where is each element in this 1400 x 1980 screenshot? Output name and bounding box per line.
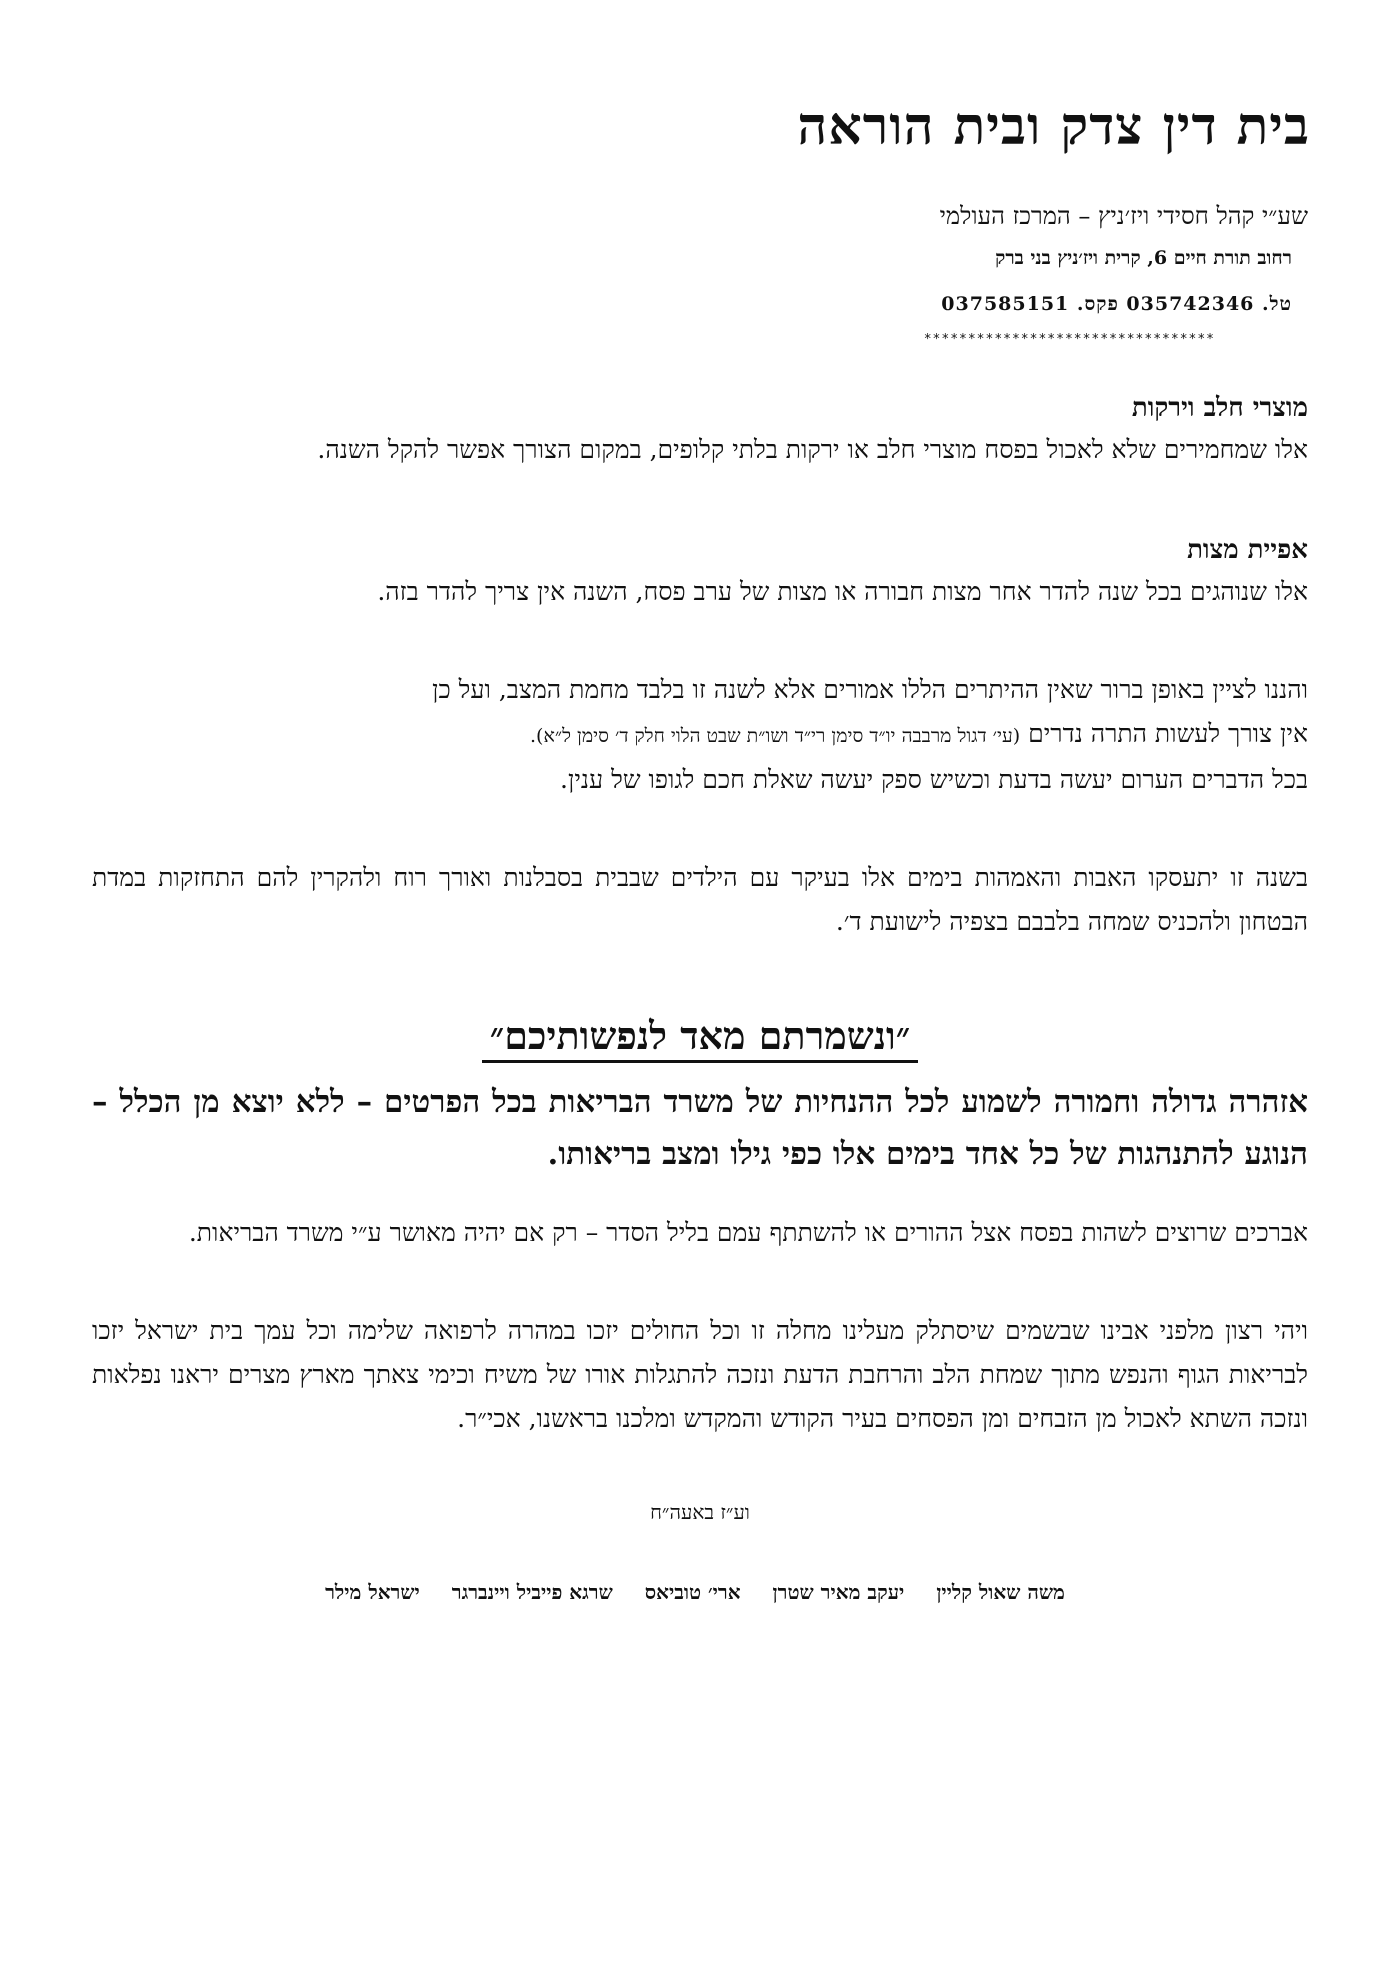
- letterhead-title: בית דין צדק ובית הוראה: [797, 96, 1310, 157]
- closing-line: וע״ז באעה״ח: [650, 1500, 750, 1524]
- signature-name: משה שאול קליין: [936, 1580, 1065, 1604]
- letterhead-separator: *********************************: [923, 332, 1215, 347]
- health-heading: [92, 1008, 1308, 1064]
- section-text-dairy: אלו שמחמירים שלא לאכול בפסח מוצרי חלב או ירקות בלתי קלופים, במקום הצורך אפשר להקל השנה.: [317, 435, 1308, 464]
- clarification-line-2: [92, 712, 1308, 758]
- signature-name: שרגא פייביל ויינברגר: [451, 1580, 613, 1604]
- letterhead-address: רחוב תורת חיים 6, קרית ויז׳ניץ בני ברק: [995, 247, 1292, 269]
- prayer-block: [92, 1309, 1308, 1441]
- signature-name: ארי׳ טוביאס: [644, 1580, 741, 1604]
- clarification-block: [92, 668, 1308, 802]
- parents-text: בשנה זו יתעסקו האבות והאמהות בימים אלו בעיקר עם הילדים שבבית בסבלנות ואורך רוח ולהקרין להם התחזקות במדת הבטחון ולהכניס שמחה בלבבם בצפיה לישועת ד׳.: [92, 863, 1308, 936]
- prayer-text: ויהי רצון מלפני אבינו שבשמים שיסתלק מעלינו מחלה זו וכל החולים יזכו במהרה לרפואה שלימה וכל עמך בית ישראל יזכו לבריאות הגוף והנפש מתוך שמחת הלב והרחבת הדעת ונזכה להתגלות אורו של משיח וכימי צאתך מארץ מצרים יראנו נפלאות ונזכה השתא לאכול מן הזבחים ומן הפסחים בעיר הקודש והמקדש ומלכנו בראשנו, אכי״ר.: [92, 1316, 1308, 1433]
- letterhead: [670, 96, 1310, 348]
- clarification-line-3: בכל הדברים הערום יעשה בדעת וכשיש ספק יעשה שאלת חכם לגופו של ענין.: [560, 765, 1308, 794]
- signature-name: ישראל מילר: [325, 1580, 420, 1604]
- parents-block: [92, 856, 1308, 944]
- health-warning: אזהרה גדולה וחמורה לשמוע לכל ההנחיות של משרד הבריאות בכל הפרטים – ללא יוצא מן הכלל – הנוגע להתנהגות של כל אחד בימים אלו כפי גילו ומצב בריאותו.: [92, 1084, 1308, 1172]
- section-dairy: [92, 388, 1308, 472]
- health-heading-text: ״ונשמרתם מאד לנפשותיכם״: [482, 1013, 918, 1063]
- clarification-line-2-main: אין צורך לעשות התרה נדרים: [1028, 719, 1308, 748]
- section-title-matzah: אפיית מצות: [1187, 535, 1308, 565]
- section-matzah: [92, 530, 1308, 614]
- letterhead-organization: שע״י קהל חסידי ויז׳ניץ – המרכז העולמי: [939, 202, 1308, 230]
- clarification-reference: (עי׳ דגול מרבבה יו״ד סימן רי״ד ושו״ת שבט הלוי חלק ד׳ סימן ל״א).: [530, 725, 1021, 747]
- clarification-line-1: והננו לציין באופן ברור שאין ההיתרים הללו אמורים אלא לשנה זו בלבד מחמת המצב, ועל כן: [432, 675, 1308, 704]
- letterhead-phone: טל. 035742346 פקס. 037585151: [941, 293, 1292, 315]
- signature-name: יעקב מאיר שטרן: [772, 1580, 905, 1604]
- section-text-matzah: אלו שנוהגים בכל שנה להדר אחר מצות חבורה או מצות של ערב פסח, השנה אין צריך להדר בזה.: [377, 577, 1308, 606]
- signatures: [92, 1577, 1308, 1607]
- section-title-dairy: מוצרי חלב וירקות: [1131, 393, 1308, 423]
- document-body: [92, 388, 1308, 1607]
- health-note: אברכים שרוצים לשהות בפסח אצל ההורים או להשתתף עמם בליל הסדר – רק אם יהיה מאושר ע״י משרד הבריאות.: [188, 1218, 1308, 1247]
